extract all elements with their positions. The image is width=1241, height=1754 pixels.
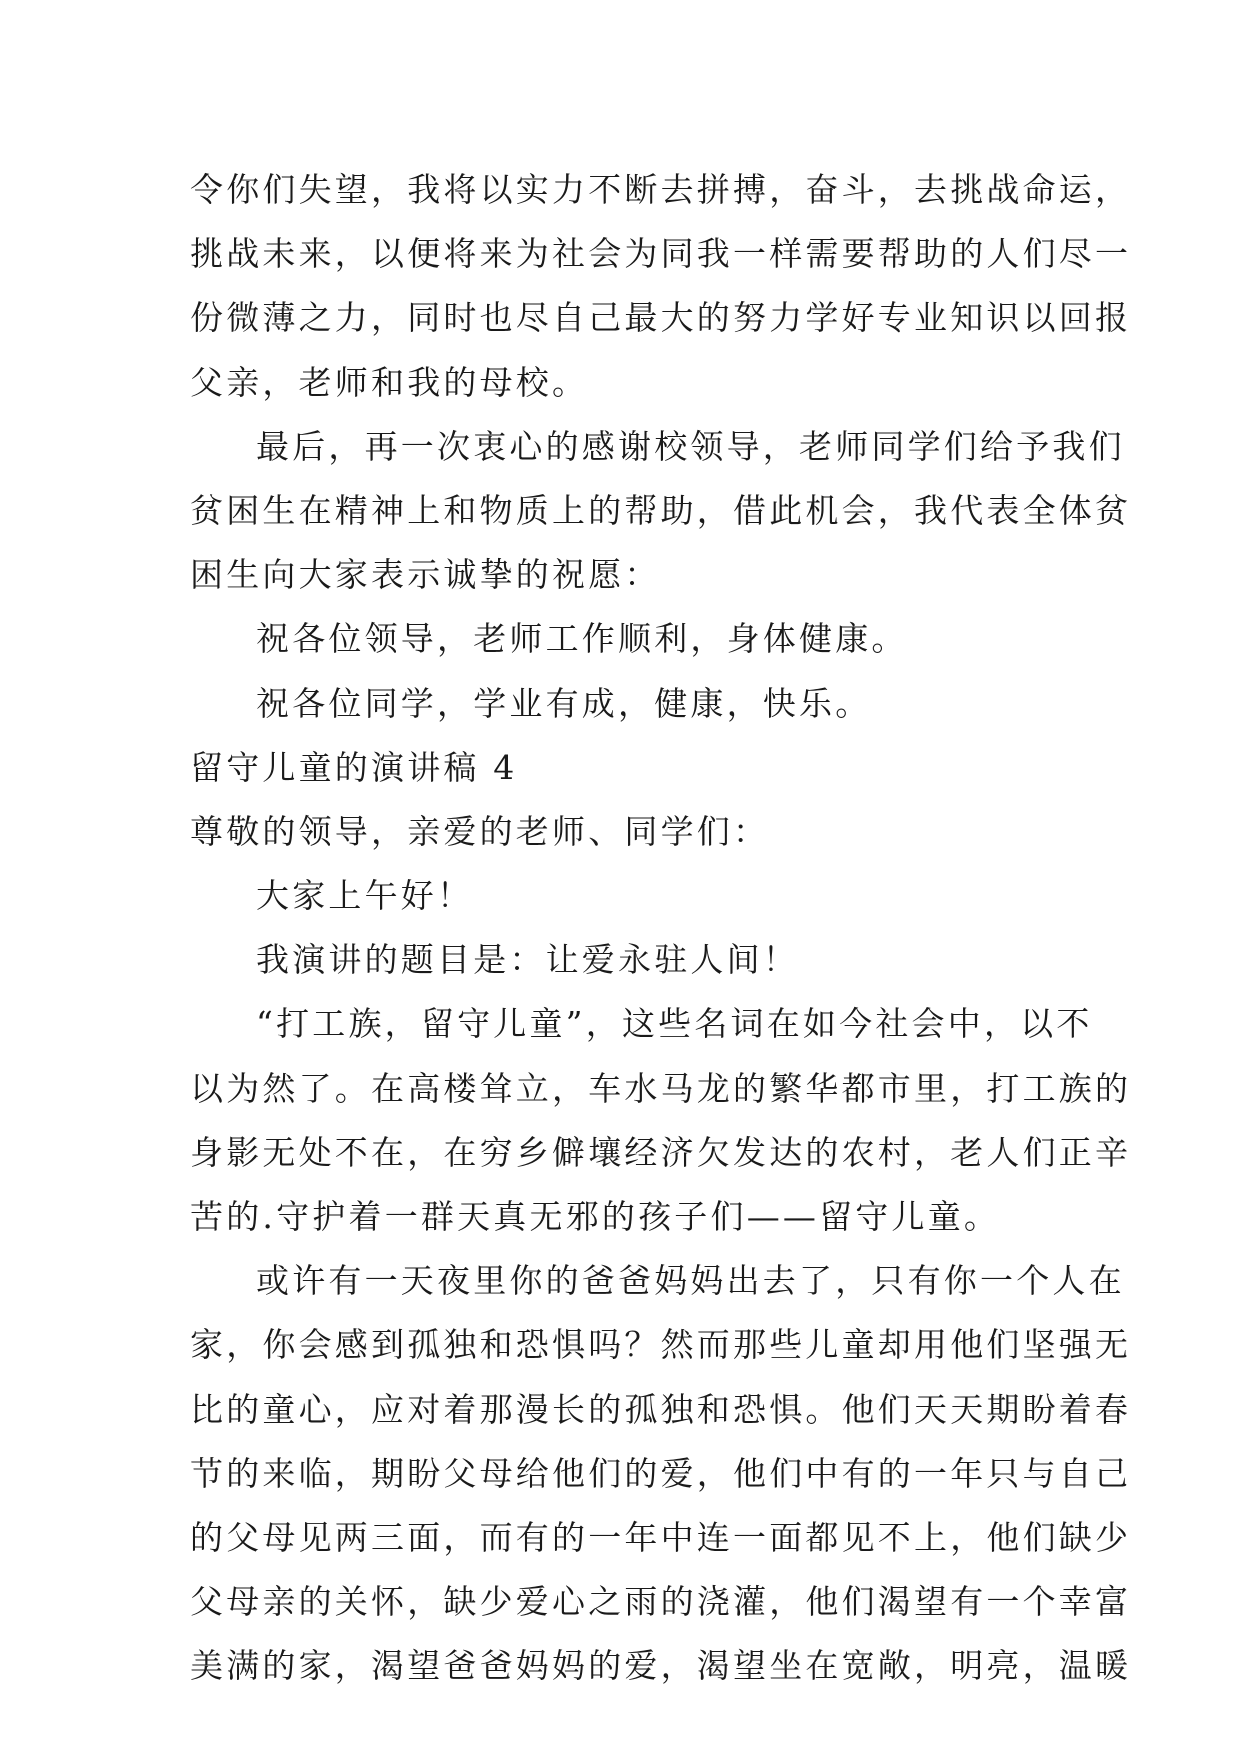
text-line: 苦的.守护着一群天真无邪的孩子们——留守儿童。	[190, 1197, 1001, 1236]
text-line: 我演讲的题目是：让爱永驻人间！	[256, 940, 799, 980]
text-line: 父亲，老师和我的母校。	[190, 362, 589, 402]
text-line: 以为然了。在高楼耸立，车水马龙的繁华都市里，打工族的	[190, 1068, 1132, 1108]
text-line: 贫困生在精神上和物质上的帮助，借此机会，我代表全体贫	[190, 490, 1132, 530]
text-line: 节的来临，期盼父母给他们的爱，他们中有的一年只与自己	[190, 1453, 1132, 1493]
text-line: 大家上午好！	[256, 876, 474, 916]
text-line: 挑战未来，以便将来为社会为同我一样需要帮助的人们尽一	[190, 234, 1132, 274]
text-line: 祝各位同学，学业有成，健康，快乐。	[256, 683, 872, 723]
text-line: 令你们失望，我将以实力不断去拼搏，奋斗，去挑战命运，	[190, 170, 1132, 209]
text-line: 家，你会感到孤独和恐惧吗？然而那些儿童却用他们坚强无	[190, 1325, 1132, 1365]
text-line: 父母亲的关怀，缺少爱心之雨的浇灌，他们渴望有一个幸富	[190, 1582, 1132, 1622]
text-line: 美满的家，渴望爸爸妈妈的爱，渴望坐在宽敞，明亮，温暖	[190, 1646, 1132, 1686]
text-line: 祝各位领导，老师工作顺利，身体健康。	[256, 619, 908, 659]
text-line: 或许有一天夜里你的爸爸妈妈出去了，只有你一个人在	[256, 1261, 1125, 1301]
document-body	[190, 158, 1132, 1699]
text-line: 最后，再一次衷心的感谢校领导，老师同学们给予我们	[256, 426, 1125, 466]
text-line: “打工族，留守儿童”，这些名词在如今社会中，以不	[256, 1004, 1093, 1044]
text-line: 困生向大家表示诚挚的祝愿：	[190, 555, 661, 595]
text-line: 尊敬的领导，亲爱的老师、同学们：	[190, 811, 770, 851]
text-line: 份微薄之力，同时也尽自己最大的努力学好专业知识以回报	[190, 298, 1132, 338]
text-line: 留守儿童的演讲稿 4	[190, 747, 518, 787]
text-line: 的父母见两三面，而有的一年中连一面都见不上，他们缺少	[190, 1517, 1132, 1557]
text-line: 比的童心，应对着那漫长的孤独和恐惧。他们天天期盼着春	[190, 1389, 1132, 1429]
text-line: 身影无处不在，在穷乡僻壤经济欠发达的农村，老人们正辛	[190, 1132, 1132, 1172]
